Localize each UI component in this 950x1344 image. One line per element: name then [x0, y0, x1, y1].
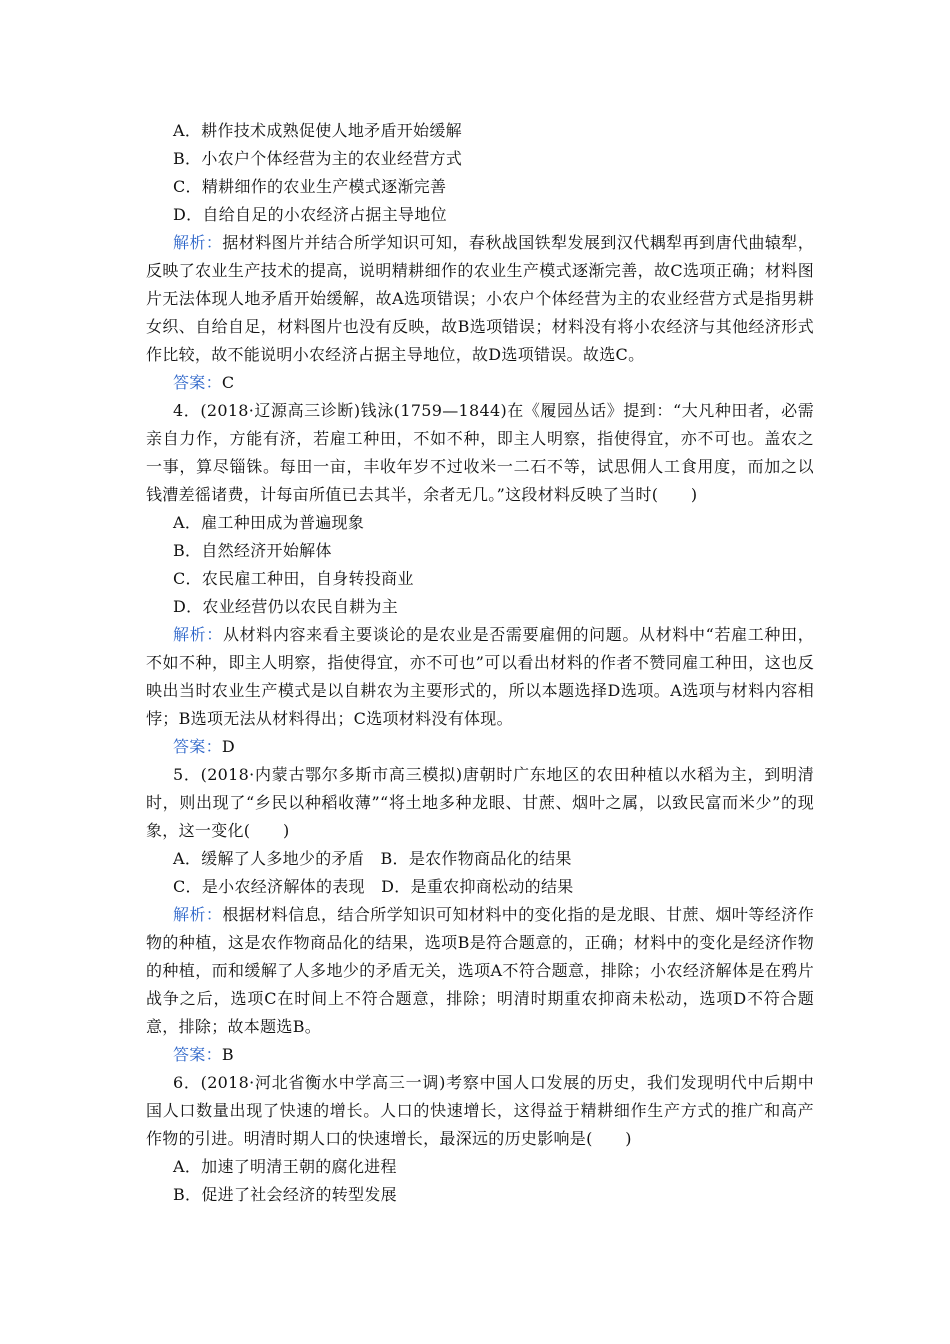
question-4 — [146, 397, 814, 761]
question-3 — [146, 117, 814, 397]
q3-answer-value: C — [221, 373, 235, 392]
q3-option-d: D．自给自足的小农经济占据主导地位 — [173, 205, 447, 224]
analysis-label: 解析： — [173, 233, 223, 252]
q3-answer — [146, 369, 814, 397]
q6-option-b: B．促进了社会经济的转型发展 — [173, 1185, 397, 1204]
document-page — [146, 117, 814, 1209]
q4-analysis-text: 从材料内容来看主要谈论的是农业是否需要雇佣的问题。从材料中“若雇工种田，不如不种，即主人明察，指使得宜，亦不可也”可以看出材料的作者不赞同雇工种田，这也反映出当时农业生产模式是以自耕农为主要形式的，所以本题选择D选项。A选项与材料内容相悖；B选项无法从材料得出；C选项材料没有体现。 — [146, 625, 814, 728]
q3-option-a: A．耕作技术成熟促使人地矛盾开始缓解 — [173, 121, 462, 140]
q5-answer-value: B — [221, 1045, 234, 1064]
q4-stem: 4．(2018·辽源高三诊断)钱泳(1759—1844)在《履园丛话》提到：“大凡种田者，必需亲自力作，方能有济，若雇工种田，不如不种，即主人明察，指使得宜，亦不可也。盖农之一事，算尽锱铢。每田一亩，丰收年岁不过收米一二石不等，试思佣人工食用度，而加之以钱漕差徭诸费，计每亩所值已去其半，余者无几。”这段材料反映了当时( ) — [146, 401, 814, 504]
analysis-label: 解析： — [173, 905, 223, 924]
q4-option-b: B．自然经济开始解体 — [173, 541, 332, 560]
q5-analysis-text: 根据材料信息，结合所学知识可知材料中的变化指的是龙眼、甘蔗、烟叶等经济作物的种植，这是农作物商品化的结果，选项B是符合题意的，正确；材料中的变化是经济作物的种植，而和缓解了人多地少的矛盾无关，选项A不符合题意，排除；小农经济解体是在鸦片战争之后，选项C在时间上不符合题意，排除；明清时期重农抑商未松动，选项D不符合题意，排除；故本题选B。 — [146, 905, 814, 1036]
answer-label: 答案： — [173, 373, 222, 392]
q3-option-b: B．小农户个体经营为主的农业经营方式 — [173, 149, 463, 168]
q5-stem: 5．(2018·内蒙古鄂尔多斯市高三模拟)唐朝时广东地区的农田种植以水稻为主，到明清时，则出现了“乡民以种稻收薄”“将土地多种龙眼、甘蔗、烟叶之属，以致民富而米少”的现象，这一变化( ) — [146, 765, 814, 840]
question-6 — [146, 1069, 814, 1209]
q6-option-a: A．加速了明清王朝的腐化进程 — [173, 1157, 397, 1176]
q3-analysis-text: 据材料图片并结合所学知识可知，春秋战国铁犁发展到汉代耦犁再到唐代曲辕犁，反映了农业生产技术的提高，说明精耕细作的农业生产模式逐渐完善，故C选项正确；材料图片无法体现人地矛盾开始缓解，故A选项错误；小农户个体经营为主的农业经营方式是指男耕女织、自给自足，材料图片也没有反映，故B选项错误；材料没有将小农经济与其他经济形式作比较，故不能说明小农经济占据主导地位，故D选项错误。故选C。 — [146, 233, 814, 364]
q4-option-d: D．农业经营仍以农民自耕为主 — [173, 597, 399, 616]
q6-stem: 6．(2018·河北省衡水中学高三一调)考察中国人口发展的历史，我们发现明代中后期中国人口数量出现了快速的增长。人口的快速增长，这得益于精耕细作生产方式的推广和高产作物的引进。明清时期人口的快速增长，最深远的历史影响是( ) — [146, 1073, 814, 1148]
q4-option-c: C．农民雇工种田，自身转投商业 — [173, 569, 414, 588]
q5-answer — [146, 1041, 814, 1069]
q3-option-c: C．精耕细作的农业生产模式逐渐完善 — [173, 177, 447, 196]
analysis-label: 解析： — [173, 625, 223, 644]
q4-analysis — [146, 621, 814, 733]
q4-answer-value: D — [221, 737, 236, 756]
q3-analysis — [146, 229, 814, 369]
q4-answer — [146, 733, 814, 761]
answer-label: 答案： — [173, 1045, 222, 1064]
q5-options-row-2: C．是小农经济解体的表现 D．是重农抑商松动的结果 — [173, 877, 574, 896]
answer-label: 答案： — [173, 737, 222, 756]
q5-options-row-1: A．缓解了人多地少的矛盾 B．是农作物商品化的结果 — [173, 849, 572, 868]
question-5 — [146, 761, 814, 1069]
q5-analysis — [146, 901, 814, 1041]
q4-option-a: A．雇工种田成为普遍现象 — [173, 513, 365, 532]
